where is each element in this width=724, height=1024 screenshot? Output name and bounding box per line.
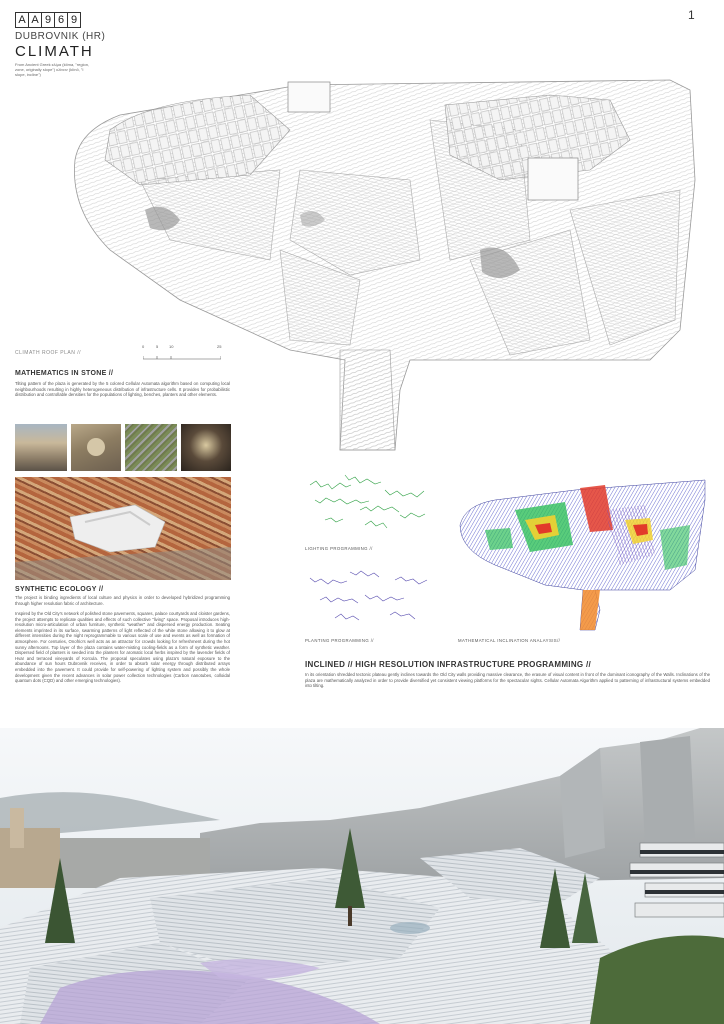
scale-label: 10: [169, 344, 174, 349]
planting-programming-diagram: [305, 560, 445, 635]
city-label: DUBROVNIK (HR): [15, 31, 106, 42]
perspective-render: [0, 728, 724, 1024]
inclination-analysis-caption: MATHEMATICAL INCLINATION ANALAYSIS//: [458, 638, 561, 643]
inclination-analysis-diagram: [455, 470, 710, 638]
etymology-note: From Ancient Greek κλίμα (klíma, "region, zone, originally slope") κλίνειν (klínō, "I slope, incline"): [15, 62, 90, 77]
planting-programming-caption: PLANTING PROGRAMMING //: [305, 638, 374, 643]
inclined-section-title: INCLINED // HIGH RESOLUTION INFRASTRUCTURE PROGRAMMING //: [305, 660, 591, 669]
photo-aerial-old-city: [15, 477, 231, 580]
scale-label: 25: [217, 344, 222, 349]
page-number: 1: [688, 8, 695, 22]
project-title: CLIMATH: [15, 43, 94, 60]
photo-stradun-street: [15, 424, 67, 471]
project-code-box: [15, 12, 80, 28]
scale-bar: [142, 344, 222, 356]
math-section-title: MATHEMATICS IN STONE //: [15, 370, 114, 377]
lighting-programming-caption: LIGHTING PROGRAMMING //: [305, 546, 373, 551]
code-char: 9: [41, 12, 55, 28]
scale-label: 5: [156, 344, 159, 349]
inclined-section-text: In its orientation shredded tectonic plateau gently inclines towards the Old City walls providing massive clearance, the erasure of visual content in front of the dominant iconography of the Walls. Inclinations of the plaza are mathematically analyzed in order to provide diversified yet consistent viewing platforms for the spectacular sights. Cellular Automata Algorithm applied to patterning of infrastructural systems embedded into tilting.: [305, 672, 710, 689]
ecology-section-title: SYNTHETIC ECOLOGY //: [15, 586, 104, 593]
scale-label: 0: [142, 344, 145, 349]
code-char: 9: [67, 12, 81, 28]
lighting-programming-diagram: [305, 465, 445, 540]
ecology-section-intro: The project is binding ingredients of local culture and physics in order to developed hybridized programming through higher resolution fabric of architecture.: [15, 595, 230, 606]
code-char: A: [15, 12, 29, 28]
roof-plan-caption: CLIMATH ROOF PLAN //: [15, 350, 82, 356]
photo-onofrio-fountain: [71, 424, 121, 471]
photo-night-plaza: [181, 424, 231, 471]
code-char: A: [28, 12, 42, 28]
math-section-text: Tilting pattern of the plaza is generated by the 5 colored Cellular Automata algorithm based on computing local neighbourhoods resulting in highly heterogeneous distribution of infrastructure cells. It provides for probabilistic distribution and controllable densities for the populations of lighting, benches, planters and other elements.: [15, 381, 230, 398]
photo-planted-paving: [125, 424, 177, 471]
ecology-section-text: Inspired by the Old City's network of polished stone pavements, squares, palace courtyards and cloister gardens, the project attempts to replicate qualities and effects of such collective "living" space. Proposal introduces high-resolution micro-articulation of urban furniture, synthetic "weather" and dispersed energy production. Seating elements imprinted in its surface, swarming patterns of light reflected of the white stone allowing it to glow at different intensities during the night reprogrammable to various scale of use and events as well as formation of atmosphere. For centuries, Onofrio's well acts as an attractor for crowds looking for refreshment during the hot sunny afternoons. Top layer of the plaza contains water-misting cooling-fields as a form of synthetic weather. Dispersed field of planters is seeded into the planters for aromatic local herbs inspired by the lavender fields of Hvar and terraced vineyards of Korcula. The proposal speculates using plaza's natural exposure to the abundance of sun hours Dubrovnik receives, in order to absorb solar energy through distributed arrays embedded into the pavement. It could provide for self-powering of lighting system and possibly the whole development given the recent advances in solar power collection technologies (Carbon nanotubes, colloidal quantum dots (CQD) and other emerging technologies).: [15, 611, 230, 684]
code-char: 6: [54, 12, 68, 28]
